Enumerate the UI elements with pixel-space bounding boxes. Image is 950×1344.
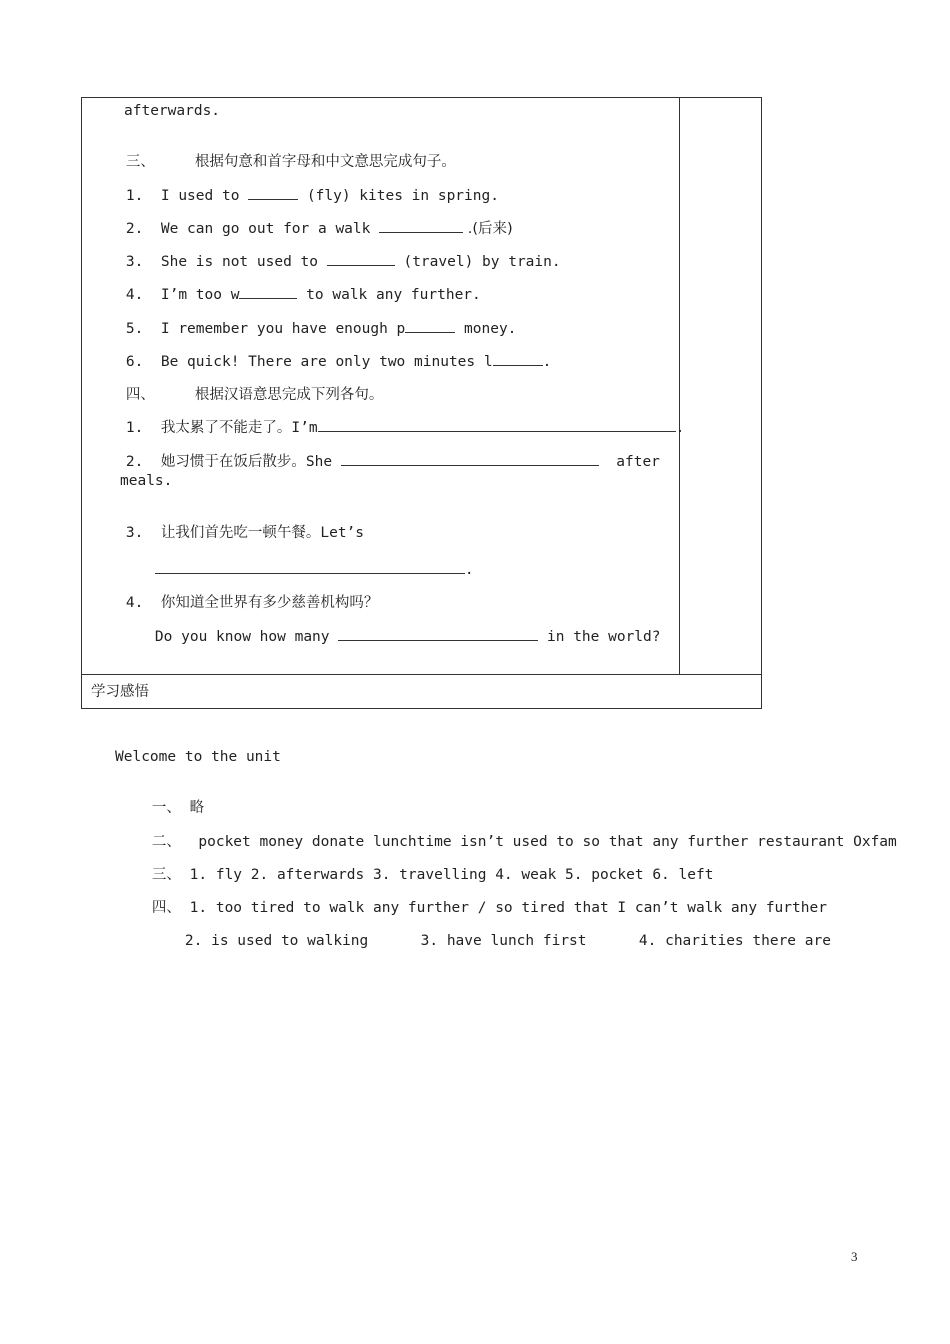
page-number: 3 xyxy=(851,1249,858,1264)
s4-item-2: 2. 她习惯于在饭后散步。She after xyxy=(125,454,660,470)
answer-blank[interactable] xyxy=(239,286,297,299)
column-divider xyxy=(679,98,680,674)
s3-item-4: 4. I’m too w to walk any further. xyxy=(125,287,481,303)
exercise-table xyxy=(81,97,762,709)
s3-item-2: 2. We can go out for a walk .(后来) xyxy=(125,221,513,237)
s4-item-4: 4. 你知道全世界有多少慈善机构吗？ xyxy=(125,595,379,611)
answer-line-4: 四、 1. too tired to walk any further / so tired that I can’t walk any further xyxy=(151,900,827,916)
answer-blank[interactable] xyxy=(155,561,465,574)
reflection-label: 学习感悟 xyxy=(91,684,149,700)
answer-blank[interactable] xyxy=(341,453,599,466)
s4-item-3: 3. 让我们首先吃一顿午餐。Let’s xyxy=(125,525,365,541)
s3-item-3: 3. She is not used to (travel) by train. xyxy=(125,254,561,270)
continuation-text: afterwards. xyxy=(124,103,221,119)
answer-blank[interactable] xyxy=(248,187,298,200)
answer-line-2: 二、 pocket money donate lunchtime isn’t used to so that any further restaurant Oxfam xyxy=(151,834,897,850)
section3-number: 三、 xyxy=(125,154,155,170)
s3-item-6: 6. Be quick! There are only two minutes l . xyxy=(125,354,552,370)
answer-blank[interactable] xyxy=(338,628,538,641)
answer-line-3: 三、 1. fly 2. afterwards 3. travelling 4. weak 5. pocket 6. left xyxy=(151,867,714,883)
answer-line-5: 2. is used to walking 3. have lunch first 4. charities there are xyxy=(184,933,831,949)
s4-item-1: 1. 我太累了不能走了。I’m . xyxy=(125,420,685,436)
section4-number: 四、 xyxy=(125,387,155,403)
s4-item-2-cont: meals. xyxy=(120,473,173,489)
row-divider xyxy=(82,674,761,675)
answer-blank[interactable] xyxy=(379,220,463,233)
section3-title: 根据句意和首字母和中文意思完成句子。 xyxy=(194,154,456,170)
answer-blank[interactable] xyxy=(327,253,395,266)
section4-title: 根据汉语意思完成下列各句。 xyxy=(194,387,384,403)
s3-item-1: 1. I used to (fly) kites in spring. xyxy=(125,188,499,204)
answer-blank[interactable] xyxy=(405,320,455,333)
s4-item-4-cont: Do you know how many in the world? xyxy=(154,629,661,645)
s4-item-3-cont: . xyxy=(120,543,474,597)
s3-item-5: 5. I remember you have enough p money. xyxy=(125,321,517,337)
answer-blank[interactable] xyxy=(318,419,676,432)
answer-title: Welcome to the unit xyxy=(115,749,281,765)
answer-line-1: 一、 略 xyxy=(151,800,205,816)
answer-blank[interactable] xyxy=(493,353,543,366)
